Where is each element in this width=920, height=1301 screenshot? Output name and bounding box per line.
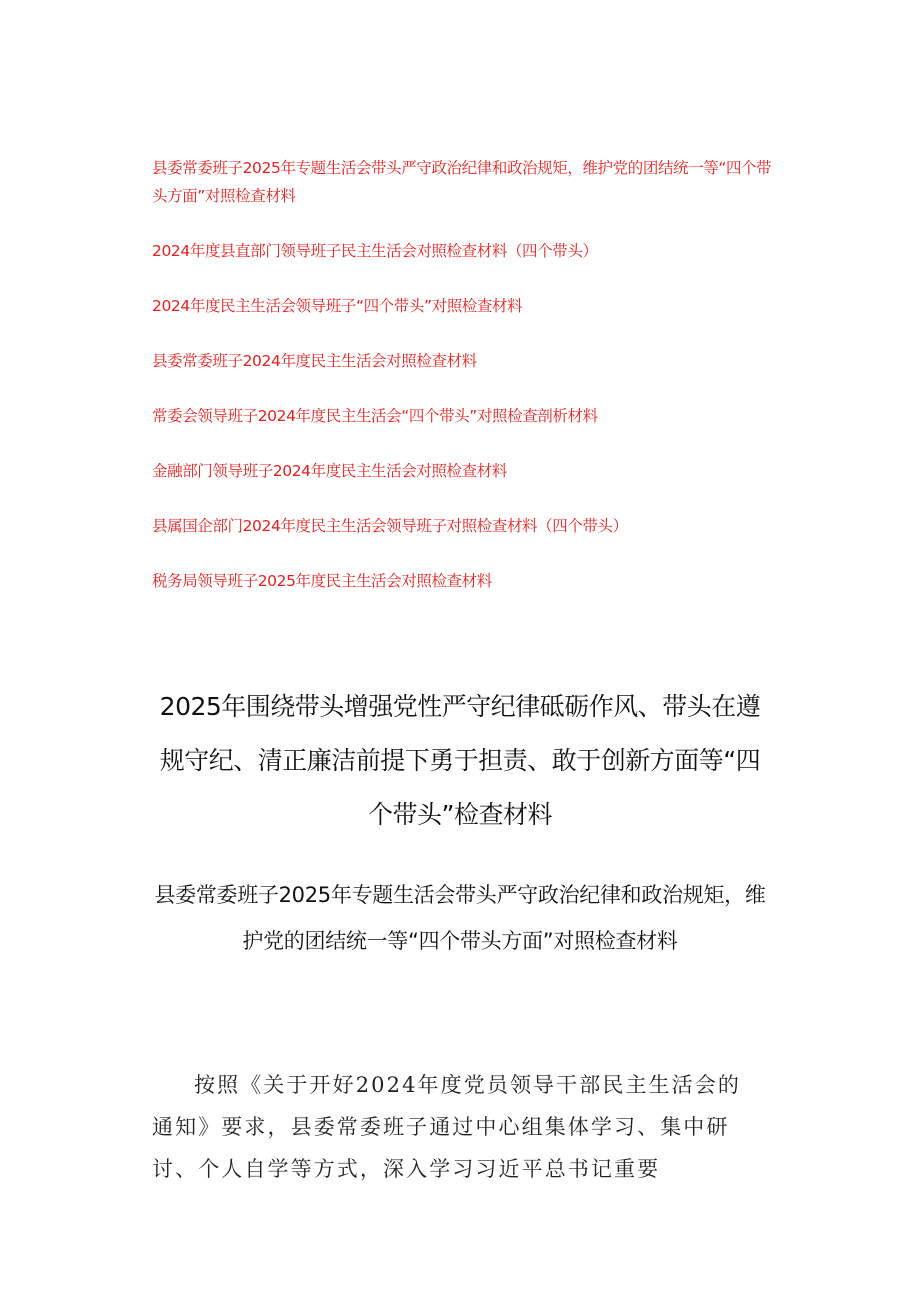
table-of-contents [152, 154, 782, 622]
toc-link-3[interactable]: 2024年度民主生活会领导班子“四个带头”对照检查材料 [152, 297, 523, 315]
document-sub-title: 县委常委班子2025年专题生活会带头严守政治纪律和政治规矩，维护党的团结统一等“四个带头方面”对照检查材料 [154, 883, 766, 953]
toc-link-1[interactable]: 县委常委班子2025年专题生活会带头严守政治纪律和政治规矩，维护党的团结统一等“四个带头方面”对照检查材料 [152, 159, 772, 205]
toc-link-6[interactable]: 金融部门领导班子2024年度民主生活会对照检查材料 [152, 462, 507, 480]
body-paragraph: 按照《关于开好2024年度党员领导干部民主生活会的通知》要求，县委常委班子通过中心组集体学习、集中研讨、个人自学等方式，深入学习习近平总书记重要 [152, 1073, 741, 1181]
document-main-title: 2025年围绕带头增强党性严守纪律砥砺作风、带头在遵规守纪、清正廉洁前提下勇于担责、敢于创新方面等“四个带头”检查材料 [159, 692, 761, 829]
toc-link-8[interactable]: 税务局领导班子2025年度民主生活会对照检查材料 [152, 572, 492, 590]
toc-link-2[interactable]: 2024年度县直部门领导班子民主生活会对照检查材料（四个带头） [152, 242, 598, 260]
toc-link-7[interactable]: 县属国企部门2024年度民主生活会领导班子对照检查材料（四个带头） [152, 517, 628, 535]
toc-link-4[interactable]: 县委常委班子2024年度民主生活会对照检查材料 [152, 352, 477, 370]
toc-link-5[interactable]: 常委会领导班子2024年度民主生活会“四个带头”对照检查剖析材料 [152, 407, 598, 425]
